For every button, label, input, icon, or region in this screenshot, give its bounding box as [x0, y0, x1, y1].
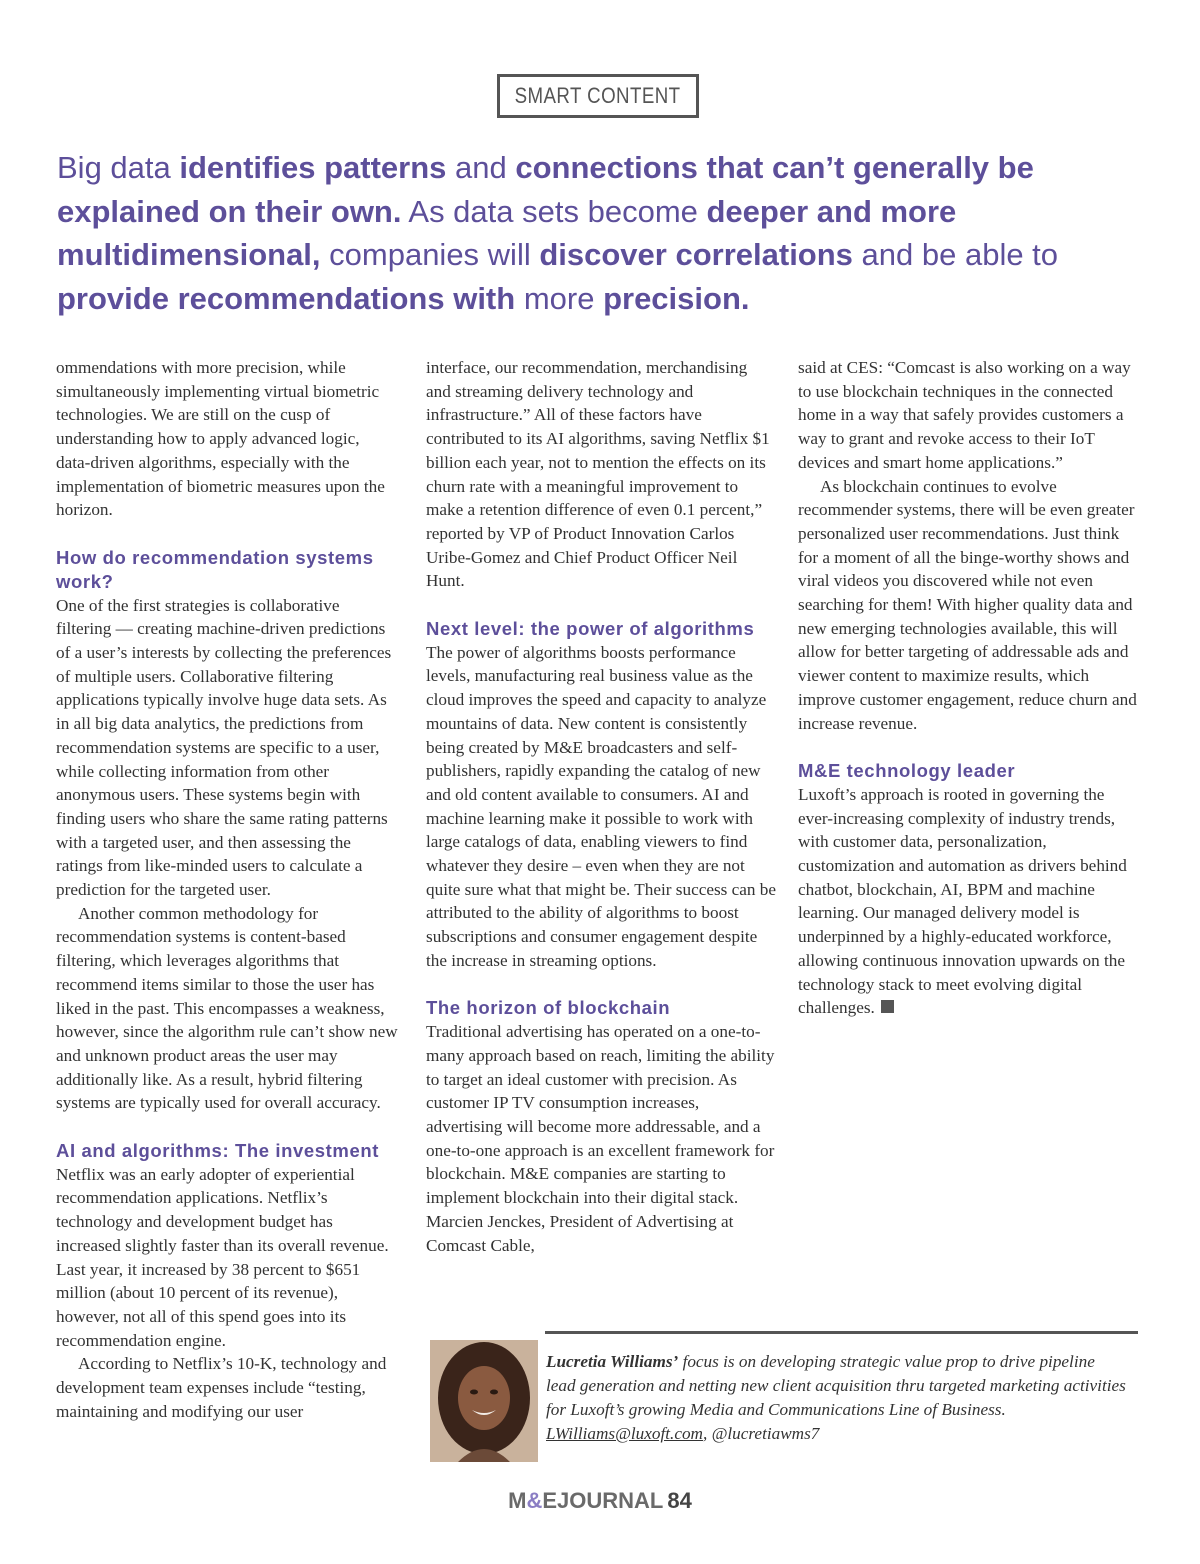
end-mark-icon	[881, 1000, 894, 1013]
column-3	[798, 356, 1140, 1020]
section-label: SMART CONTENT	[497, 74, 699, 118]
page-number: 84	[667, 1488, 692, 1513]
column-1	[56, 356, 398, 1424]
paragraph: According to Netflix’s 10-K, technology and development team expenses include “testing, maintaining and modifying our user	[56, 1354, 387, 1421]
paragraph: Another common methodology for recommendation systems is content-based filtering, which leverages algorithms that recommend items similar to those the user has liked in the past. This encompasses a weakness, however, since the algorithm rule can’t show new and unknown product areas the user may additionally like. As a result, hybrid filtering systems are typically used for overall accuracy.	[56, 903, 398, 1113]
bio-divider	[545, 1331, 1138, 1334]
paragraph: Netflix was an early adopter of experiential recommendation applications. Netflix’s technology and development budget has increased slightly faster than its overall revenue. Last year, it increased by 38 percent to $651 million (about 10 percent of its revenue), however, not all of this spend goes into its recommendation engine.	[56, 1164, 389, 1350]
section-heading: The horizon of blockchain	[426, 997, 671, 1019]
section-heading: How do recommendation systems work?	[56, 546, 374, 592]
paragraph: One of the first strategies is collaborative filtering — creating machine-driven predictions of a user’s interests by collecting the preferences of multiple users. Collaborative filtering applications typically involve huge data sets. As in all big data analytics, the predictions from recommendation systems are specific to a user, while collecting information from other anonymous users. These systems begin with finding users who share the same rating patterns with a targeted user, and then assessing the ratings from like-minded users to calculate a prediction for the targeted user.	[56, 595, 392, 900]
author-handle: @lucretiawms7	[711, 1424, 820, 1443]
paragraph: Luxoft’s approach is rooted in governing the ever-increasing complexity of industry trends, with customer data, personalization, customization and automation as drivers behind chatbot, blockchain, AI, BPM and machine learning. Our managed delivery model is underpinned by a highly-educated workforce, allowing continuous innovation upwards on the technology stack to meet evolving digital challenges.	[798, 784, 1127, 1018]
author-photo	[430, 1340, 538, 1462]
section-heading: AI and algorithms: The investment	[56, 1139, 380, 1161]
paragraph: ommendations with more precision, while simultaneously implementing virtual biometric technologies. We are still on the cusp of understanding how to apply advanced logic, data-driven algorithms, especially with the implementation of biometric measures upon the horizon.	[56, 358, 385, 520]
paragraph: said at CES: “Comcast is also working on a way to use blockchain techniques in the connected home in a way that safely provides customers a way to grant and revoke access to their IoT devices and smart home applications.”	[798, 358, 1131, 472]
column-2	[426, 356, 776, 1257]
section-heading: M&E technology leader	[798, 759, 1016, 781]
author-bio: Lucretia Williams’ focus is on developing strategic value prop to drive pipeline lead generation and netting new client acquisition thru targeted marketing activities for Luxoft’s growing Media and Communications Line of Business. LWilliams@luxoft.com, @lucretiawms7	[546, 1352, 1126, 1443]
paragraph: interface, our recommendation, merchandising and streaming delivery technology and infrastructure.” All of these factors have contributed to its AI algorithms, saving Netflix $1 billion each year, not to mention the effects on its churn rate with a meaningful improvement to make a retention difference of even 0.1 percent,” reported by VP of Product Innovation Carlos Uribe-Gomez and Chief Product Officer Neil Hunt.	[426, 358, 770, 591]
paragraph: The power of algorithms boosts performance levels, manufacturing real business value as the cloud improves the speed and capacity to analyze mountains of data. New content is consistently being created by M&E broadcasters and self-publishers, rapidly expanding the catalog of new and old content available to consumers. AI and machine learning make it possible to work with large catalogs of data, enabling viewers to find whatever they desire – even when they are not quite sure what that might be. Their success can be attributed to the ability of algorithms to boost subscriptions and consumer engagement despite the increase in streaming options.	[426, 642, 777, 970]
author-portrait-icon	[430, 1340, 538, 1462]
paragraph: As blockchain continues to evolve recommender systems, there will be even greater personalized user recommendations. Just think for a moment of all the binge-worthy shows and viral videos you discovered while not even searching for them! With higher quality data and new emerging technologies available, this will allow for better targeting of addressable ads and viewer content to maximize results, which improve customer engagement, reduce churn and increase revenue.	[798, 476, 1137, 733]
pull-quote: Big data identifies patterns and connections that can’t generally be explained on their own. As data sets become deeper and more multidimensional, companies will discover correlations and be able to provide recommendations with more precision.	[57, 150, 1059, 316]
footer-masthead: M&EJOURNAL 84	[508, 1488, 692, 1513]
section-heading: Next level: the power of algorithms	[426, 617, 755, 639]
paragraph: Traditional advertising has operated on a one-to-many approach based on reach, limiting the ability to target an ideal customer with precision. As customer IP TV consumption increases, advertising will become more addressable, and a one-to-one approach is an excellent framework for blockchain. M&E companies are starting to implement blockchain into their digital stack. Marcien Jenckes, President of Advertising at Comcast Cable,	[426, 1022, 775, 1255]
author-email-link[interactable]: LWilliams@luxoft.com	[546, 1424, 703, 1443]
